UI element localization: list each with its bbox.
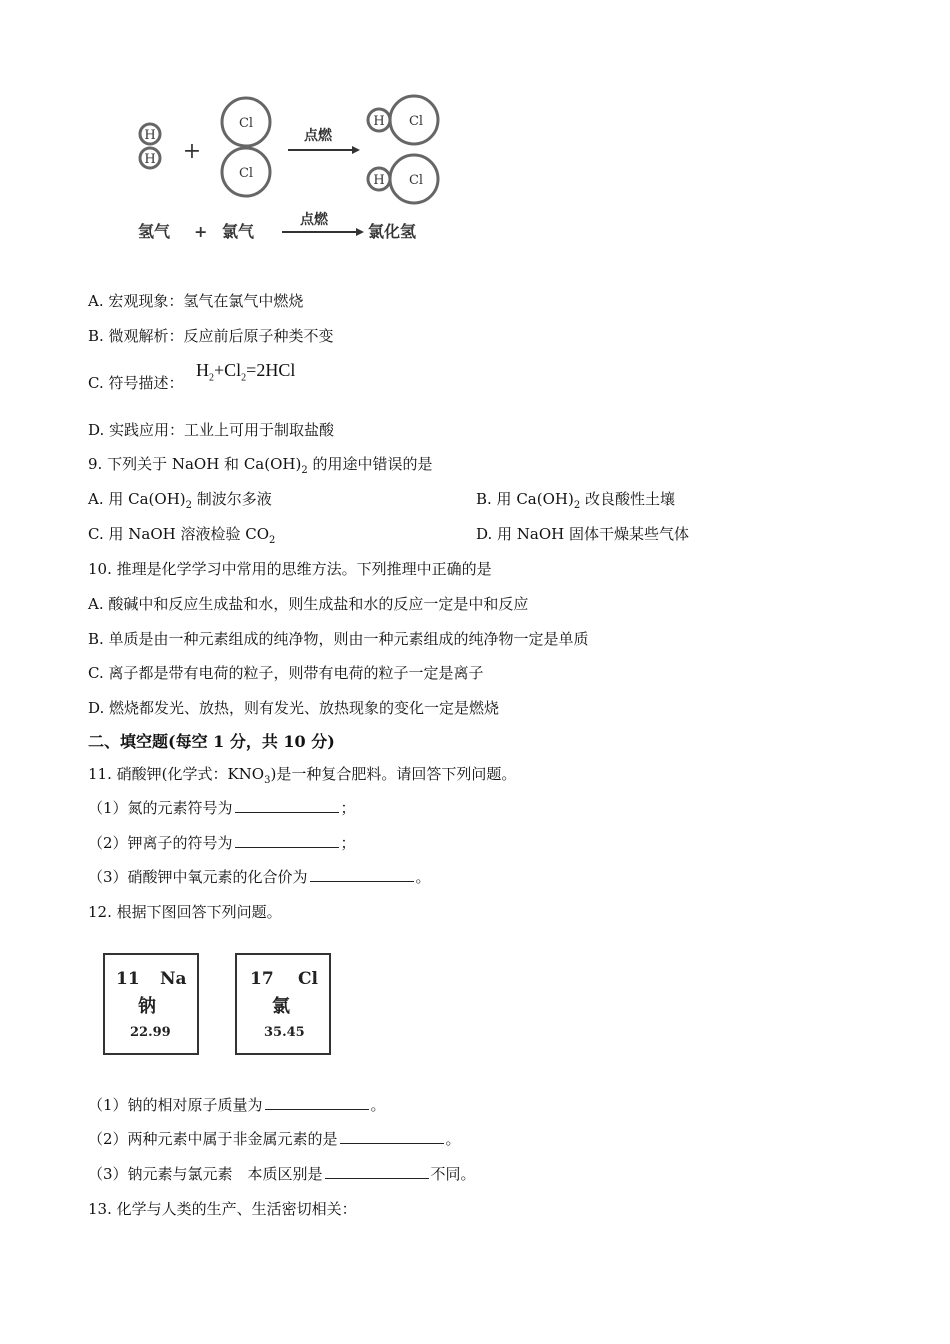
arrow-label: 点燃 (304, 128, 332, 144)
answer-blank[interactable] (265, 1095, 369, 1110)
q9-option-c: C. 用 NaOH 溶液检验 $CO_2$ (88, 525, 276, 546)
q9-option-b: B. 用 $Ca(OH)_2$ 改良酸性土壤 (476, 490, 675, 511)
answer-blank[interactable] (325, 1164, 429, 1179)
eq-reactant1: 氢气 (138, 222, 171, 241)
element-cards (100, 950, 340, 1060)
eq-plus: + (194, 222, 208, 241)
q8-option-d: D. 实践应用：工业上可用于制取盐酸 (88, 421, 335, 439)
atom-label: H (373, 114, 385, 129)
sodium-number: 11 (116, 969, 140, 989)
q8-option-b: B. 微观解析：反应前后原子种类不变 (88, 327, 334, 345)
q11-part3: （3）硝酸钾中氧元素的化合价为 。 (88, 868, 431, 886)
reaction-diagram (130, 92, 450, 252)
q10-stem: 10. 推理是化学学习中常用的思维方法。下列推理中正确的是 (88, 560, 492, 578)
eq-reactant2: 氯气 (222, 222, 255, 241)
atom-label: Cl (238, 166, 254, 181)
plus-sign: + (182, 139, 202, 164)
chlorine-symbol: Cl (298, 969, 318, 989)
atom-label: Cl (238, 116, 254, 131)
chemical-equation: $H_2+Cl_2=2HCl$ (196, 360, 296, 384)
q10-option-d: D. 燃烧都发光、放热，则有发光、放热现象的变化一定是燃烧 (88, 699, 500, 717)
answer-blank[interactable] (340, 1129, 444, 1144)
atom-label: Cl (408, 114, 424, 129)
q12-part1: （1）钠的相对原子质量为 。 (88, 1096, 386, 1114)
q8-option-c-prefix: C. 符号描述： (88, 374, 184, 392)
q10-option-a: A. 酸碱中和反应生成盐和水，则生成盐和水的反应一定是中和反应 (88, 595, 529, 613)
sodium-mass: 22.99 (130, 1025, 171, 1040)
q8-option-a: A. 宏观现象：氢气在氯气中燃烧 (88, 292, 304, 310)
answer-blank[interactable] (235, 833, 339, 848)
q11-part1: （1）氮的元素符号为 ； (88, 799, 356, 817)
atom-label: Cl (408, 173, 424, 188)
eq-product: 氯化氢 (368, 222, 417, 241)
q9-option-a: A. 用 $Ca(OH)_2$ 制波尔多液 (88, 490, 272, 511)
sodium-symbol: Na (160, 969, 187, 989)
sodium-name: 钠 (138, 996, 156, 1017)
q11-stem: 11. 硝酸钾(化学式：$KNO_3$)是一种复合肥料。请回答下列问题。 (88, 765, 517, 786)
atom-label: H (373, 173, 385, 188)
eq-arrow-label: 点燃 (300, 212, 328, 228)
q12-part2: （2）两种元素中属于非金属元素的是 。 (88, 1130, 461, 1148)
q12-part3: （3）钠元素与氯元素 本质区别是 不同。 (88, 1165, 476, 1183)
q12-stem: 12. 根据下图回答下列问题。 (88, 903, 282, 921)
q9-stem: 9. 下列关于 NaOH 和 $Ca(OH)_2$ 的用途中错误的是 (88, 455, 433, 476)
q8-option-c (88, 373, 183, 393)
chlorine-number: 17 (250, 969, 274, 989)
chlorine-name: 氯 (272, 996, 290, 1017)
q10-option-c: C. 离子都是带有电荷的粒子，则带有电荷的粒子一定是离子 (88, 664, 484, 682)
q13-stem: 13. 化学与人类的生产、生活密切相关： (88, 1200, 357, 1218)
answer-blank[interactable] (310, 867, 414, 882)
atom-label: H (144, 152, 156, 167)
atom-label: H (144, 128, 156, 143)
answer-blank[interactable] (235, 798, 339, 813)
section-title: 二、填空题(每空 1 分，共 10 分) (88, 732, 335, 751)
q11-part2: （2）钾离子的符号为 ； (88, 834, 356, 852)
chlorine-mass: 35.45 (264, 1025, 305, 1040)
q10-option-b: B. 单质是由一种元素组成的纯净物，则由一种元素组成的纯净物一定是单质 (88, 630, 589, 648)
q9-option-d: D. 用 NaOH 固体干燥某些气体 (476, 525, 690, 543)
